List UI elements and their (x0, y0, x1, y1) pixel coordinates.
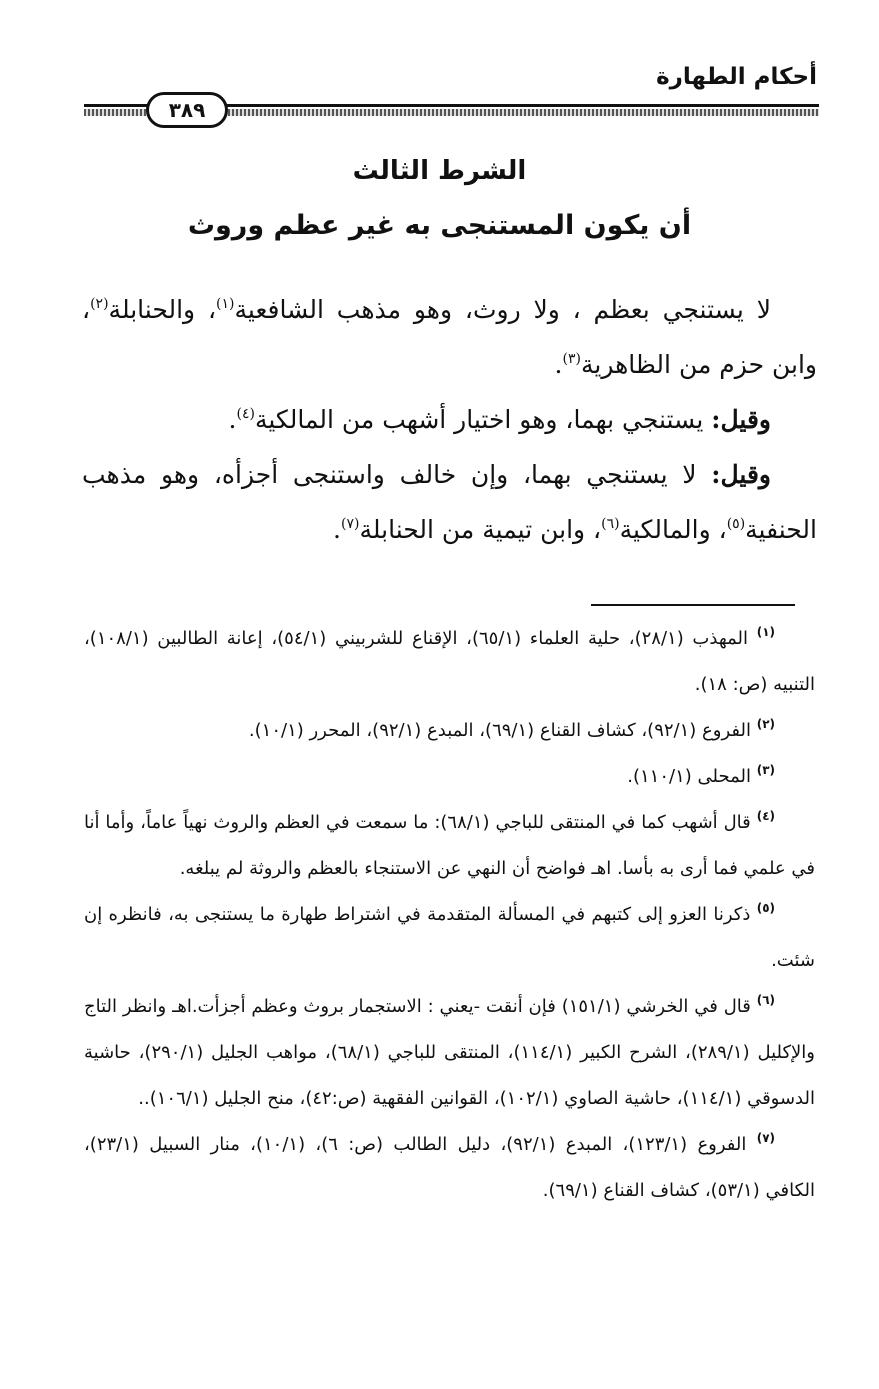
p3-end: . (333, 515, 341, 544)
p1-end: . (554, 350, 563, 379)
footnote-item (84, 754, 815, 800)
footnote-number: (٢) (756, 717, 775, 731)
p1-text: لا يستنجي بعظم ، ولا روث، وهو مذهب الشافعية (234, 295, 771, 324)
footnote-text: المهذب (٢٨/١)، حلية العلماء (٦٥/١)، الإقناع للشربيني (٥٤/١)، إعانة الطالبين (١٠٨/١)، التنبيه (ص: ١٨). (84, 628, 815, 695)
footnote-number: (٥) (756, 901, 775, 915)
footnote-item (84, 892, 815, 984)
footnote-separator (591, 604, 795, 606)
body-text (82, 282, 817, 557)
p1-text: ، وابن حزم من الظاهرية (82, 295, 817, 379)
footnote-text: المحلى (١١٠/١). (627, 766, 757, 787)
footnote-ref: (٥) (726, 516, 746, 532)
footnote-ref: (٤) (236, 406, 255, 422)
section-subheading: أن يكون المستنجى به غير عظم وروث (187, 210, 692, 241)
p1-text: ، والحنابلة (108, 295, 217, 324)
footnote-ref: (٣) (562, 351, 581, 367)
footnote-item (84, 800, 815, 892)
footnote-text: الفروع (٩٢/١)، كشاف القناع (٦٩/١)، المبدع (٩٢/١)، المحرر (١٠/١). (248, 720, 757, 741)
footnote-ref: (١) (216, 296, 235, 312)
p3-lead: وقيل: (711, 460, 771, 489)
footnote-ref: (٦) (601, 516, 620, 532)
footnote-ref: (٧) (340, 516, 360, 532)
paragraph-3 (82, 447, 817, 557)
section-heading: الشرط الثالث (352, 156, 527, 186)
page-number-badge (146, 92, 228, 128)
footnote-item (84, 616, 815, 708)
footnote-ref: (٢) (90, 296, 109, 312)
footnote-number: (٦) (756, 993, 775, 1007)
footnote-item (84, 708, 815, 754)
paragraph-1 (82, 282, 817, 392)
running-title: أحكام الطهارة (656, 64, 817, 90)
footnote-number: (٣) (756, 763, 775, 777)
footnote-number: (٤) (756, 809, 775, 823)
footnote-item (84, 984, 815, 1122)
footnote-text: الفروع (١٢٣/١)، المبدع (٩٢/١)، دليل الطالب (ص: ٦)، (١٠/١)، منار السبيل (٢٣/١)، الكافي (٥٣/١)، كشاف القناع (٦٩/١). (84, 1134, 815, 1201)
p3-text: ، وابن تيمية من الحنابلة (359, 515, 602, 544)
footnote-item (84, 1122, 815, 1214)
p2-lead: وقيل: (711, 405, 771, 434)
p2-text: يستنجي بهما، وهو اختيار أشهب من المالكية (254, 405, 712, 434)
p3-text: ، والمالكية (619, 515, 727, 544)
p3-text: لا يستنجي بهما، وإن خالف واستنجى أجزأه، وهو مذهب الحنفية (82, 460, 817, 544)
paragraph-2 (82, 392, 817, 447)
footnote-text: ذكرنا العزو إلى كتبهم في المسألة المتقدمة في اشتراط طهارة ما يستنجى به، فانظره إن شئت. (84, 904, 815, 971)
footnote-text: قال في الخرشي (١٥١/١) فإن أنقت -يعني : الاستجمار بروث وعظم أجزأت.اهـ وانظر التاج والإكليل (٢٨٩/١)، الشرح الكبير (١١٤/١)، المنتقى للباجي (٦٨/١)، مواهب الجليل (٢٩٠/١)، حاشية الدسوقي (١١٤/١)، حاشية الصاوي (١٠٢/١)، القوانين الفقهية (ص:٤٢)، منح الجليل (١٠٦/١).. (84, 996, 815, 1109)
footnotes (84, 616, 815, 1214)
page-number: ٣٨٩ (168, 98, 206, 122)
p2-end: . (228, 405, 237, 434)
footnote-number: (١) (756, 625, 775, 639)
footnote-text: قال أشهب كما في المنتقى للباجي (٦٨/١): ما سمعت في العظم والروث نهياً عاماً، وأما أنا في علمي فما أرى به بأسا. اهـ فواضح أن النهي عن الاستنجاء بالعظم والروثة لم يبلغه. (84, 812, 815, 879)
footnote-number: (٧) (756, 1131, 776, 1145)
